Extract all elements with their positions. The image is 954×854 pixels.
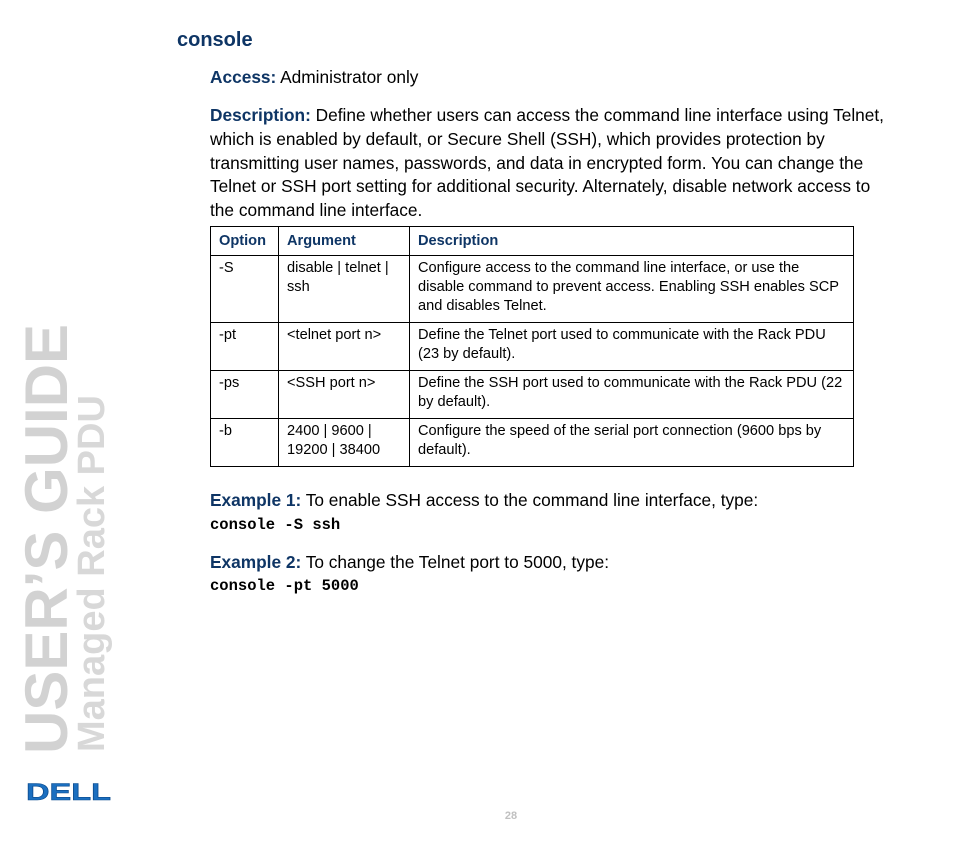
dell-logo-text: DELL bbox=[26, 779, 111, 805]
table-header-row bbox=[211, 227, 854, 256]
description-paragraph bbox=[210, 104, 895, 223]
cell-option: -pt bbox=[211, 323, 279, 371]
table-row bbox=[211, 419, 854, 467]
example-1-label: Example 1: bbox=[210, 490, 302, 510]
example-1-paragraph bbox=[210, 489, 895, 513]
page-number: 28 bbox=[504, 810, 518, 822]
table-row bbox=[211, 256, 854, 323]
example-1-code: console -S ssh bbox=[210, 516, 341, 534]
description-text: Define whether users can access the command line interface using Telnet, which is enabled by default, or Secure Shell (SSH), which provides protection by transmitting user names, passwords, and data in encrypted form. You can change the Telnet or SSH port setting for additional security. Alternately, disable network access to the command line interface. bbox=[210, 105, 884, 221]
column-header-description: Description bbox=[410, 227, 854, 256]
cell-argument: 2400 | 9600 | 19200 | 38400 bbox=[279, 419, 410, 467]
cell-option: -S bbox=[211, 256, 279, 323]
cell-description: Define the Telnet port used to communicate with the Rack PDU (23 by default). bbox=[410, 323, 854, 371]
cell-option: -b bbox=[211, 419, 279, 467]
cell-option: -ps bbox=[211, 371, 279, 419]
example-2-code: console -pt 5000 bbox=[210, 577, 359, 595]
access-label: Access: bbox=[210, 67, 277, 87]
cell-description: Configure access to the command line interface, or use the disable command to prevent access. Enabling SSH enables SCP and disables Telnet. bbox=[410, 256, 854, 323]
access-paragraph bbox=[210, 66, 895, 90]
table-row bbox=[211, 323, 854, 371]
sidebar-title bbox=[13, 323, 113, 754]
column-header-option: Option bbox=[211, 227, 279, 256]
section-title: console bbox=[177, 29, 253, 51]
access-text: Administrator only bbox=[276, 67, 419, 87]
dell-logo-graphic bbox=[26, 779, 112, 805]
cell-argument: <telnet port n> bbox=[279, 323, 410, 371]
example-2-paragraph bbox=[210, 551, 895, 575]
column-header-argument: Argument bbox=[279, 227, 410, 256]
example-1-text: To enable SSH access to the command line interface, type: bbox=[301, 490, 759, 510]
cell-argument: <SSH port n> bbox=[279, 371, 410, 419]
description-label: Description: bbox=[210, 105, 311, 125]
example-2-label: Example 2: bbox=[210, 552, 302, 572]
example-2-text: To change the Telnet port to 5000, type: bbox=[301, 552, 610, 572]
cell-description: Configure the speed of the serial port connection (9600 bps by default). bbox=[410, 419, 854, 467]
sidebar-guide-text: USER’S GUIDE bbox=[13, 323, 80, 754]
dell-logo bbox=[26, 779, 112, 810]
options-table bbox=[210, 226, 854, 467]
sidebar-product-text: Managed Rack PDU bbox=[71, 395, 113, 752]
table-row bbox=[211, 371, 854, 419]
cell-description: Define the SSH port used to communicate with the Rack PDU (22 by default). bbox=[410, 371, 854, 419]
cell-argument: disable | telnet | ssh bbox=[279, 256, 410, 323]
